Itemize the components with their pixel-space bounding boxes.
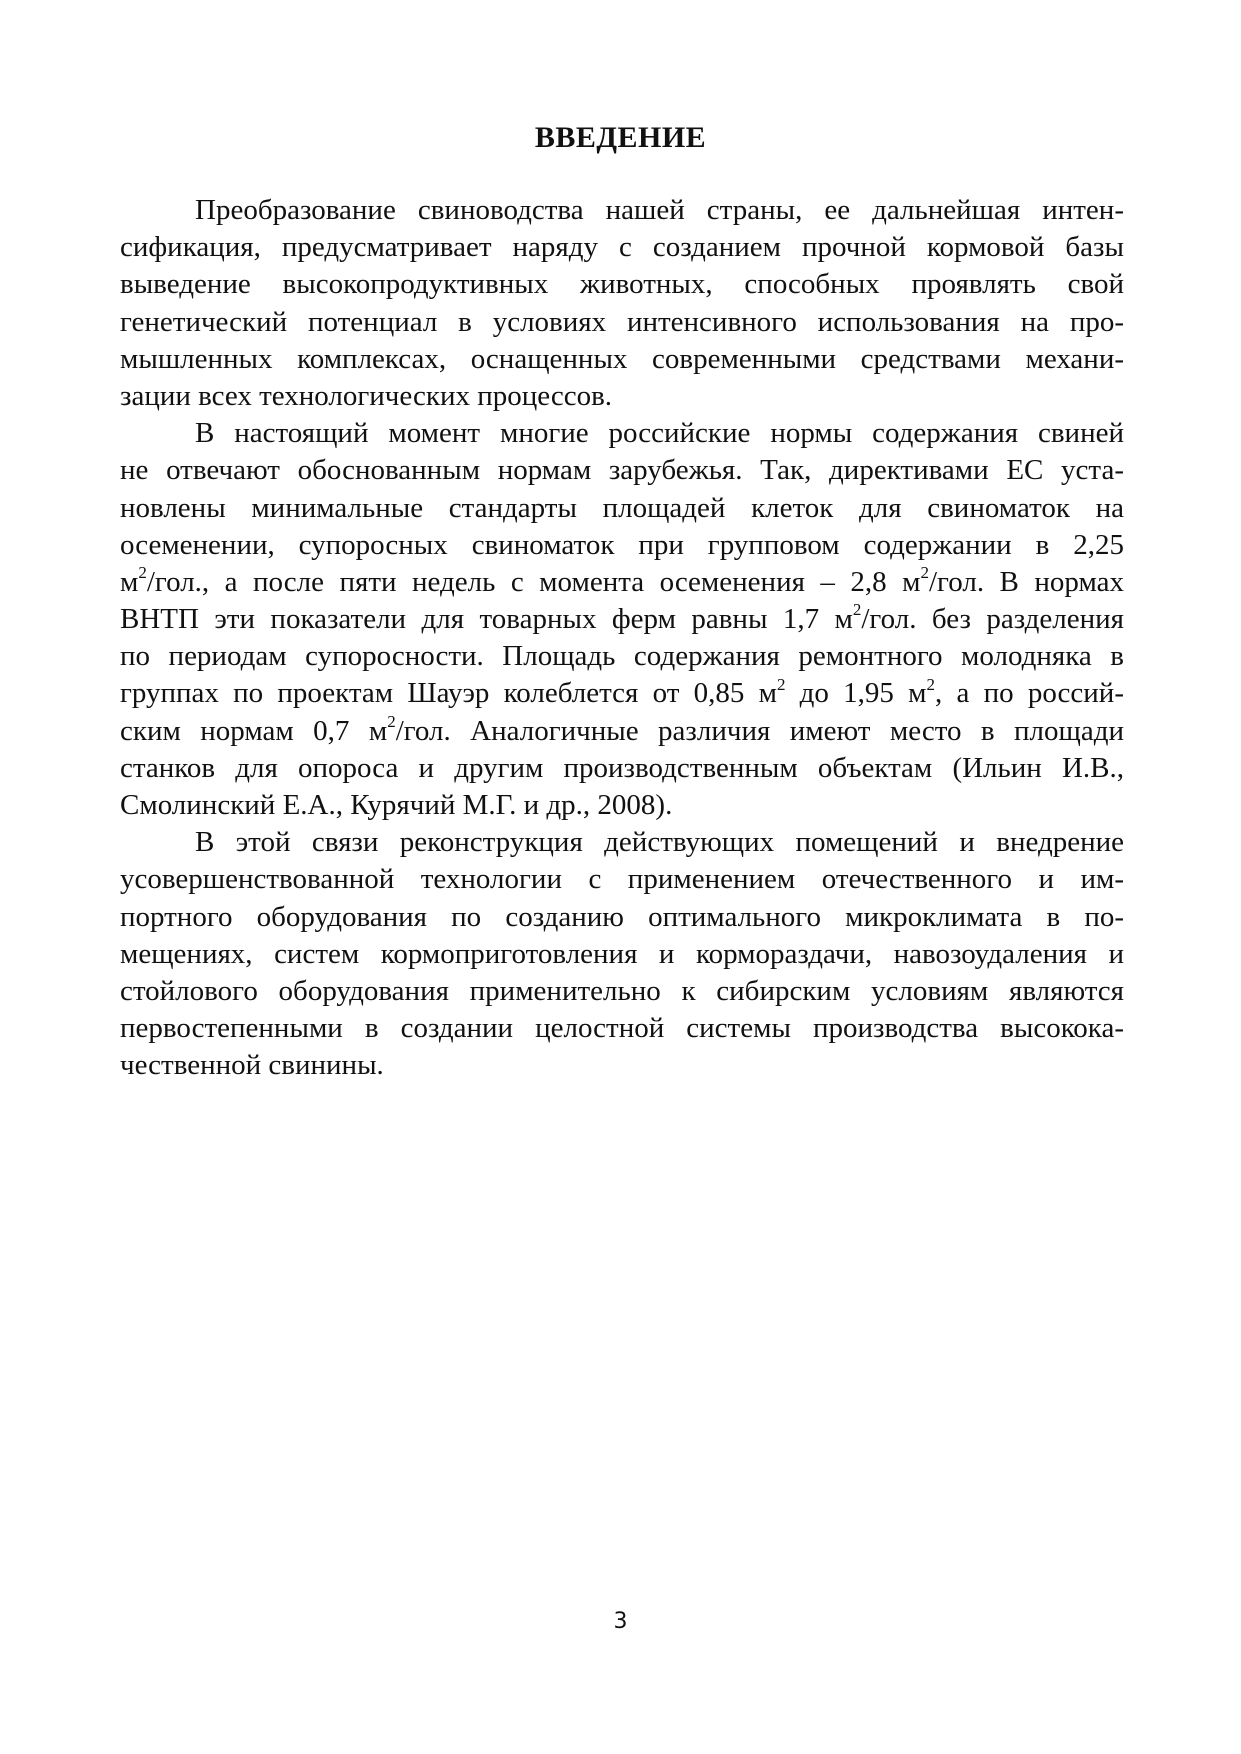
text-line: выведение высокопродуктивных животных, способных проявлять свой — [120, 268, 1124, 301]
text-line: чественной свинины. — [120, 1049, 384, 1082]
superscript: 2 — [776, 674, 786, 694]
text-line: мещениях, систем кормоприготовления и кормораздачи, навозоудаления и — [120, 937, 1124, 970]
text-line: сификация, предусматривает наряду с созданием прочной кормовой базы — [120, 231, 1124, 264]
text-line: станков для опороса и другим производственным объектам (Ильин И.В., — [120, 751, 1124, 784]
superscript: 2 — [852, 600, 862, 620]
text-line: группах по проектам Шауэр колеблется от 0,85 $м^2$ до 1,95 $м^2$, а по россий- — [120, 674, 1124, 710]
paragraph-2 — [120, 415, 1124, 824]
body-text — [120, 192, 1124, 1085]
text-line: $м^2$/гол., а после пяти недель с момента осеменения – 2,8 $м^2$/гол. В нормах — [120, 563, 1124, 598]
text-line: новлены минимальные стандарты площадей клеток для свиноматок на — [120, 491, 1124, 524]
text-line: В этой связи реконструкция действующих помещений и внедрение — [195, 826, 1124, 859]
paragraph-3 — [120, 824, 1124, 1084]
text-line: Смолинский Е.А., Курячий М.Г. и др., 2008). — [120, 789, 673, 821]
superscript: 2 — [920, 563, 929, 583]
text-line: портного оборудования по созданию оптимального микроклимата в по- — [120, 900, 1124, 933]
text-line: мышленных комплексах, оснащенных современными средствами механи- — [120, 342, 1124, 375]
superscript: 2 — [138, 563, 147, 583]
page-number: 3 — [613, 1609, 628, 1634]
text-line: первостепенными в создании целостной системы производства высокока- — [120, 1012, 1124, 1045]
text-line: не отвечают обоснованным нормам зарубежья. Так, директивами ЕС уста- — [120, 454, 1124, 487]
paragraph-1 — [120, 192, 1124, 415]
text-line: ским нормам 0,7 $м^2$/гол. Аналогичные различия имеют место в площади — [120, 711, 1125, 747]
text-line: по периодам супоросности. Площадь содержания ремонтного молодняка в — [120, 640, 1124, 673]
text-line: усовершенствованной технологии с применением отечественного и им- — [120, 863, 1124, 896]
superscript: 2 — [387, 711, 396, 731]
text-line: ВНТП эти показатели для товарных ферм равны 1,7 $м^2$/гол. без разделения — [120, 600, 1124, 636]
text-line: стойлового оборудования применительно к сибирским условиям являются — [120, 974, 1124, 1007]
text-line: генетический потенциал в условиях интенсивного использования на про- — [120, 305, 1124, 338]
superscript: 2 — [926, 674, 935, 694]
text-line: осеменении, супоросных свиноматок при групповом содержании в 2,25 — [120, 528, 1124, 561]
page-title: ВВЕДЕНИЕ — [534, 121, 707, 154]
text-line: В настоящий момент многие российские нормы содержания свиней — [195, 417, 1124, 450]
text-line: зации всех технологических процессов. — [120, 379, 613, 412]
text-line: Преобразование свиноводства нашей страны, ее дальнейшая интен- — [195, 194, 1124, 226]
